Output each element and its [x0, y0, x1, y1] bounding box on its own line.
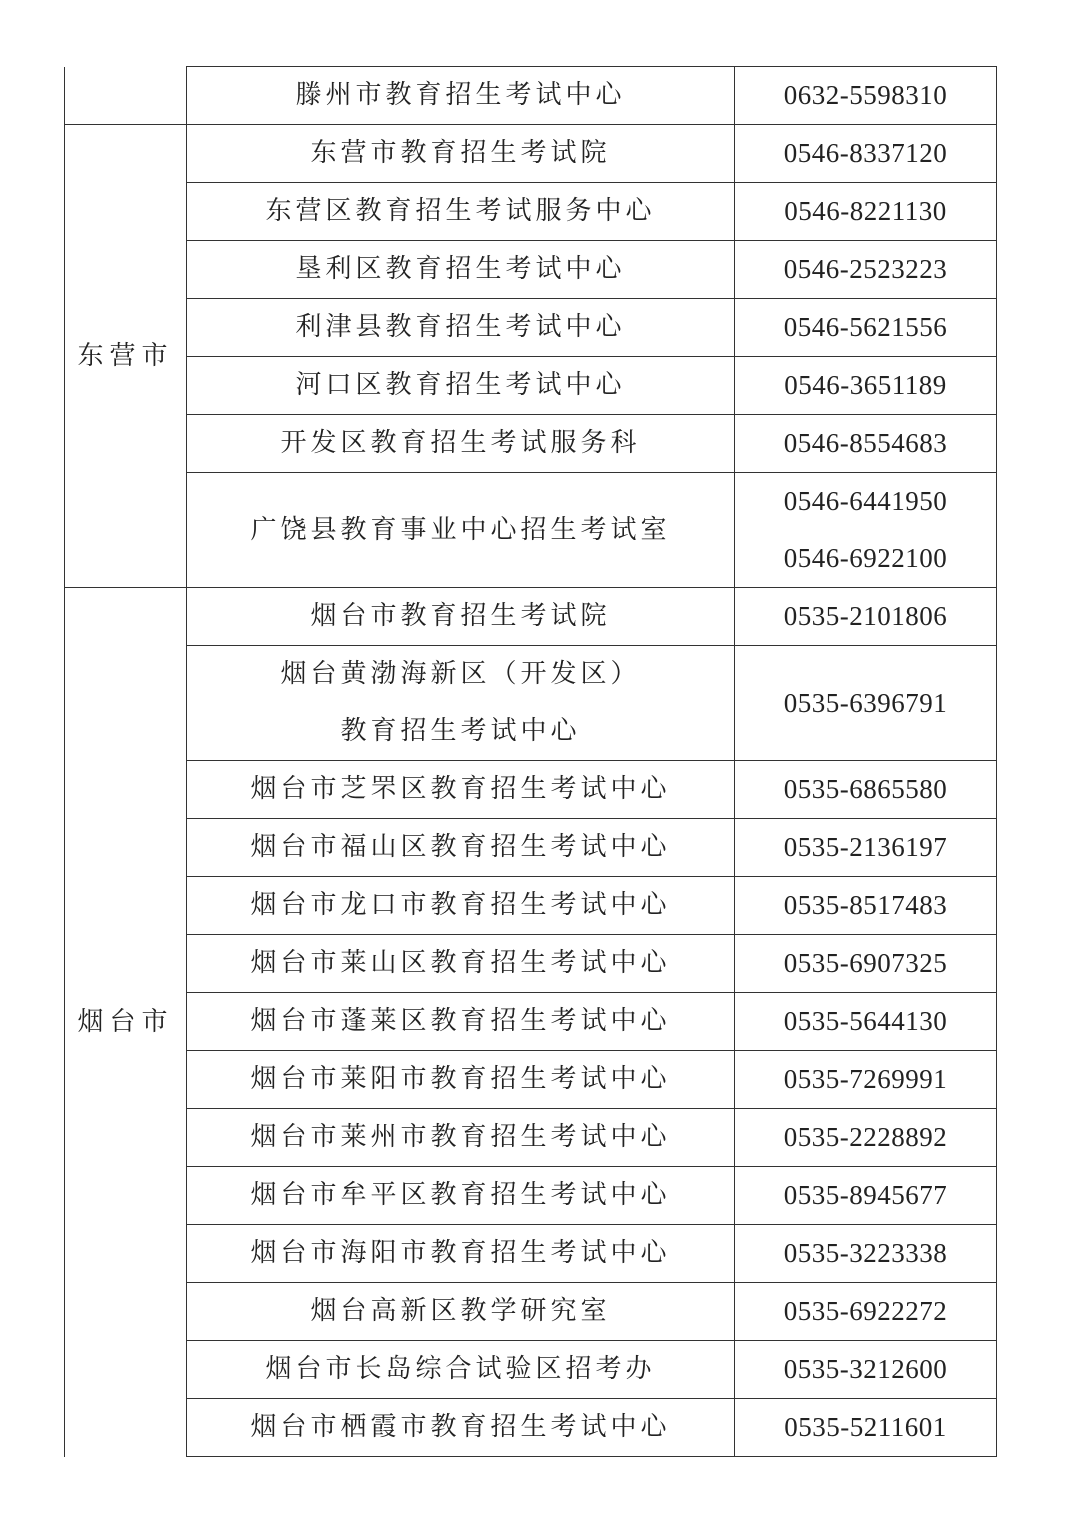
org-cell: 开发区教育招生考试服务科 [187, 415, 735, 473]
org-cell: 烟台市长岛综合试验区招考办 [187, 1341, 735, 1399]
org-cell: 烟台市福山区教育招生考试中心 [187, 819, 735, 877]
org-cell: 烟台高新区教学研究室 [187, 1283, 735, 1341]
table-row [65, 241, 997, 299]
table-row [65, 1167, 997, 1225]
table-row [65, 761, 997, 819]
phone-cell: 0546-8554683 [735, 415, 997, 473]
table-row [65, 415, 997, 473]
city-cell [65, 67, 187, 125]
phone-cell: 0535-5644130 [735, 993, 997, 1051]
org-cell: 烟台市栖霞市教育招生考试中心 [187, 1399, 735, 1457]
table-row [65, 993, 997, 1051]
phone-cell: 0535-3212600 [735, 1341, 997, 1399]
table-row [65, 819, 997, 877]
phone-cell: 0535-3223338 [735, 1225, 997, 1283]
contact-table [64, 66, 997, 1457]
phone-cell: 0535-2136197 [735, 819, 997, 877]
table-row [65, 1051, 997, 1109]
phone-cell: 0535-7269991 [735, 1051, 997, 1109]
table-row [65, 67, 997, 125]
table-row [65, 183, 997, 241]
org-cell: 烟台市莱阳市教育招生考试中心 [187, 1051, 735, 1109]
city-cell-yantai: 烟台市 [65, 588, 187, 1457]
org-cell: 烟台市牟平区教育招生考试中心 [187, 1167, 735, 1225]
phone-cell: 0535-6907325 [735, 935, 997, 993]
city-cell-dongying: 东营市 [65, 125, 187, 588]
phone-cell: 0535-6865580 [735, 761, 997, 819]
table-row [65, 125, 997, 183]
org-cell: 利津县教育招生考试中心 [187, 299, 735, 357]
table-row [65, 1399, 997, 1457]
table-row [65, 877, 997, 935]
org-cell: 河口区教育招生考试中心 [187, 357, 735, 415]
org-cell: 烟台黄渤海新区（开发区） 教育招生考试中心 [187, 646, 735, 761]
phone-cell: 0546-2523223 [735, 241, 997, 299]
org-cell: 烟台市教育招生考试院 [187, 588, 735, 646]
table-row [65, 646, 997, 761]
table-row [65, 1341, 997, 1399]
phone-cell: 0535-8517483 [735, 877, 997, 935]
org-cell: 垦利区教育招生考试中心 [187, 241, 735, 299]
phone-cell: 0632-5598310 [735, 67, 997, 125]
org-cell: 烟台市蓬莱区教育招生考试中心 [187, 993, 735, 1051]
table-row [65, 357, 997, 415]
org-cell: 烟台市芝罘区教育招生考试中心 [187, 761, 735, 819]
table-row [65, 1283, 997, 1341]
phone-cell: 0546-8221130 [735, 183, 997, 241]
phone-cell: 0546-5621556 [735, 299, 997, 357]
table-row [65, 473, 997, 588]
org-cell: 东营区教育招生考试服务中心 [187, 183, 735, 241]
table-row [65, 299, 997, 357]
org-cell: 广饶县教育事业中心招生考试室 [187, 473, 735, 588]
table-row [65, 1109, 997, 1167]
phone-cell: 0546-6441950 0546-6922100 [735, 473, 997, 588]
table-row [65, 588, 997, 646]
org-cell: 烟台市莱山区教育招生考试中心 [187, 935, 735, 993]
table-row [65, 1225, 997, 1283]
table-row [65, 935, 997, 993]
org-cell: 烟台市龙口市教育招生考试中心 [187, 877, 735, 935]
phone-cell: 0535-2101806 [735, 588, 997, 646]
phone-cell: 0535-8945677 [735, 1167, 997, 1225]
org-cell: 滕州市教育招生考试中心 [187, 67, 735, 125]
org-cell: 烟台市海阳市教育招生考试中心 [187, 1225, 735, 1283]
phone-cell: 0535-6922272 [735, 1283, 997, 1341]
phone-cell: 0535-5211601 [735, 1399, 997, 1457]
org-cell: 烟台市莱州市教育招生考试中心 [187, 1109, 735, 1167]
org-cell: 东营市教育招生考试院 [187, 125, 735, 183]
phone-cell: 0546-3651189 [735, 357, 997, 415]
phone-cell: 0535-6396791 [735, 646, 997, 761]
phone-cell: 0546-8337120 [735, 125, 997, 183]
phone-cell: 0535-2228892 [735, 1109, 997, 1167]
